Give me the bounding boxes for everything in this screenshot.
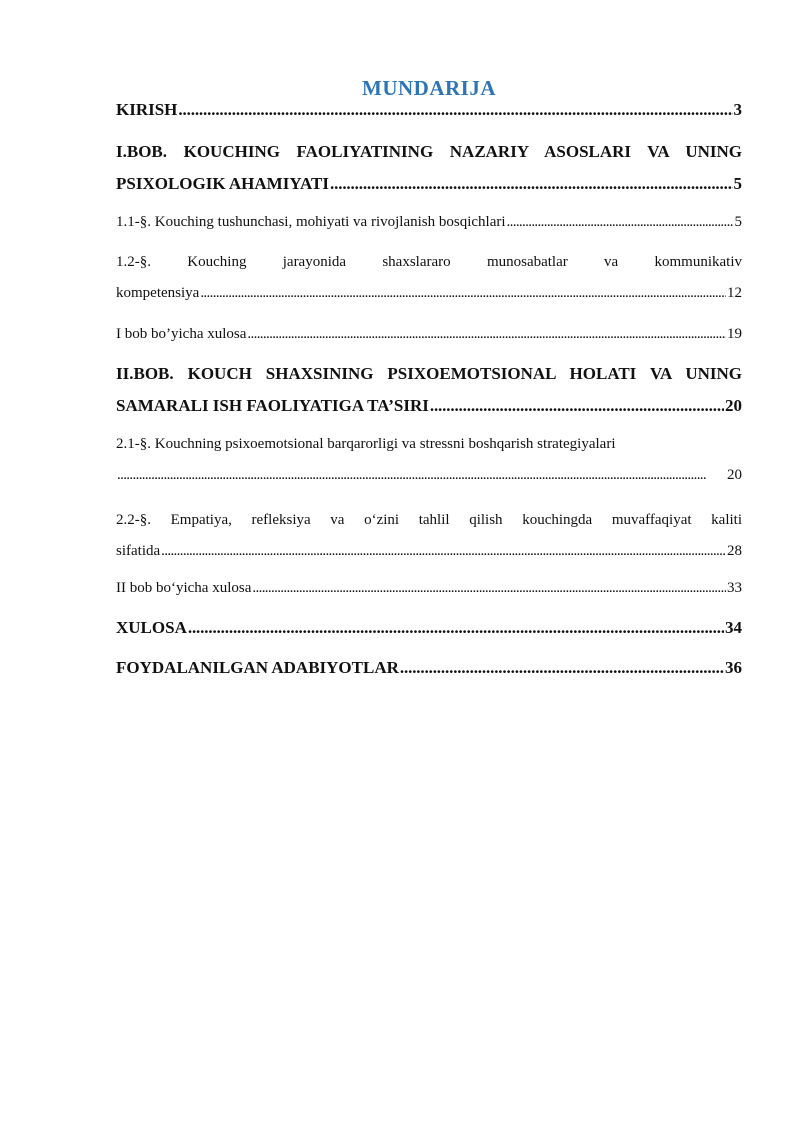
toc-entry-text-continued: sifatida — [116, 543, 161, 559]
toc-entry-references[interactable] — [116, 658, 742, 678]
toc-entry-text: FOYDALANILGAN ADABIYOTLAR — [116, 658, 399, 677]
toc-page-number: 3 — [733, 100, 742, 119]
toc-entry-text-continued: PSIXOLOGIK AHAMIYATI — [116, 174, 330, 193]
toc-page-number: 5 — [733, 174, 742, 193]
leader-dots — [400, 658, 724, 678]
toc-entry-kirish[interactable] — [116, 100, 742, 120]
toc-page-number: 20 — [725, 396, 742, 415]
leader-dots — [507, 214, 734, 231]
toc-page-number: 12 — [727, 285, 742, 301]
toc-page-number: 33 — [727, 580, 742, 596]
toc-entry-chapter-2-conclusion[interactable] — [116, 580, 742, 597]
leader-dots — [188, 618, 724, 638]
toc-entry-text-continued: SAMARALI ISH FAOLIYATIGA TA’SIRI — [116, 396, 429, 415]
toc-title: MUNDARIJA — [362, 76, 496, 100]
leader-dots — [430, 396, 724, 416]
leader-dots — [161, 543, 726, 560]
toc-entry-text: I.BOB. KOUCHING FAOLIYATINING NAZARIY ASOSLARI VA UNING — [116, 142, 742, 161]
toc-page-number: 34 — [725, 618, 742, 637]
toc-entry-text: 1.1-§. Kouching tushunchasi, mohiyati va rivojlanish bosqichlari — [116, 214, 506, 230]
toc-entry-text-continued: kompetensiya — [116, 285, 200, 301]
toc-entry-chapter-1[interactable] — [116, 142, 742, 194]
toc-entry-chapter-1-conclusion[interactable] — [116, 326, 742, 343]
toc-entry-section-1-1[interactable] — [116, 214, 742, 231]
toc-entry-text: II bob bo‘yicha xulosa — [116, 580, 252, 596]
toc-entry-text: XULOSA — [116, 618, 187, 637]
toc-page-number: 36 — [725, 658, 742, 677]
leader-dots — [247, 326, 726, 343]
toc-entry-section-2-2[interactable] — [116, 512, 742, 560]
leader-dots — [330, 174, 732, 194]
toc-entry-section-2-1[interactable] — [116, 436, 742, 484]
toc-page-number: 5 — [734, 214, 742, 230]
toc-entry-text: II.BOB. KOUCH SHAXSINING PSIXOEMOTSIONAL HOLATI VA UNING — [116, 364, 742, 383]
toc-page-number: 20 — [727, 467, 742, 483]
toc-entry-chapter-2[interactable] — [116, 364, 742, 416]
toc-entry-section-1-2[interactable] — [116, 254, 742, 302]
toc-page-number: 28 — [727, 543, 742, 559]
toc-page-number: 19 — [727, 326, 742, 342]
toc-entry-text: 2.1-§. Kouchning psixoemotsional barqarorligi va stressni boshqarish strategiyalari — [116, 436, 616, 452]
toc-entry-text: 2.2-§. Empatiya, refleksiya va o‘zini tahlil qilish kouchingda muvaffaqiyat kaliti — [116, 512, 742, 528]
leader-dots — [178, 100, 732, 120]
leader-dots — [117, 467, 726, 484]
toc-entry-xulosa[interactable] — [116, 618, 742, 638]
toc-entry-text: KIRISH — [116, 100, 178, 119]
leader-dots — [252, 580, 726, 597]
toc-entry-text: I bob bo’yicha xulosa — [116, 326, 247, 342]
toc-entry-text: 1.2-§. Kouching jarayonida shaxslararo munosabatlar va kommunikativ — [116, 254, 742, 270]
leader-dots — [200, 285, 726, 302]
